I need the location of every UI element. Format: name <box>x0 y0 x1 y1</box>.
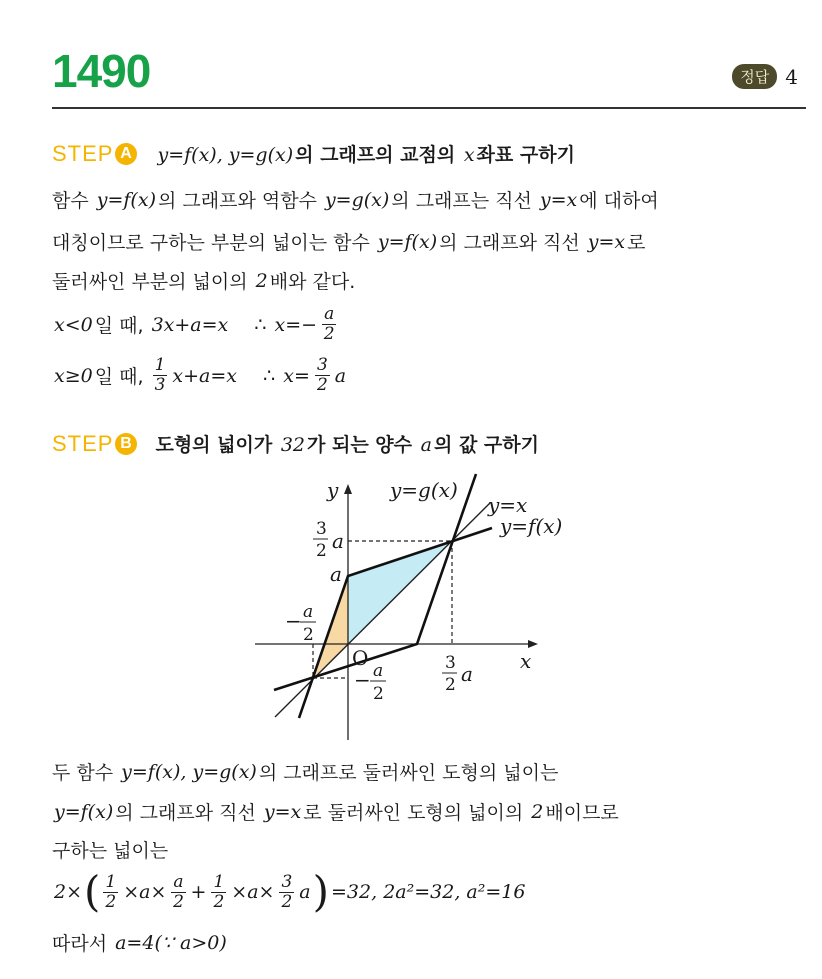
math-text: y=f(x) <box>377 230 438 253</box>
x-label-three-half-a <box>442 653 473 695</box>
den: 2 <box>373 684 384 704</box>
text: 의 그래프로 둘러싸인 도형의 넓이는 <box>258 762 559 784</box>
num: 3 <box>316 519 327 539</box>
text: 의 그래프와 직선 <box>115 802 262 824</box>
math-text: ×a× <box>231 881 275 903</box>
text-line <box>52 929 229 956</box>
math-text: y=x <box>587 230 626 253</box>
math-text: 3x+a=x <box>151 313 229 336</box>
y-label-neg-half-a <box>354 661 386 704</box>
numerator: 3 <box>281 871 293 892</box>
text: 가 되는 양수 <box>307 434 419 456</box>
math-text: a <box>420 434 432 456</box>
denominator: 2 <box>323 324 335 344</box>
math-text: y=f(x) <box>96 188 156 211</box>
fraction <box>171 873 185 912</box>
step-letter-icon: A <box>115 143 137 165</box>
math-text: 32 <box>280 434 306 456</box>
den: 2 <box>303 625 314 645</box>
text: 구하는 넓이는 <box>52 840 169 862</box>
fraction <box>279 873 294 912</box>
step-text: STEP <box>52 430 114 456</box>
text: 일 때, <box>94 315 150 337</box>
text: 의 그래프는 직선 <box>391 190 538 212</box>
text: 따라서 <box>52 933 114 955</box>
identity-label: y=x <box>488 493 528 517</box>
x-arrow-icon <box>528 640 538 648</box>
math-text: =32, 2a²=32, a²=16 <box>331 881 526 903</box>
math-text: x <box>463 144 475 166</box>
math-text: 2 <box>255 269 268 292</box>
text: ∴ <box>230 313 273 336</box>
parenthesis: ) <box>312 867 330 916</box>
fraction <box>211 873 226 912</box>
math-text: a <box>334 364 347 387</box>
text: 의 그래프의 교점의 <box>295 144 462 166</box>
origin-label: O <box>352 646 369 670</box>
denominator: 2 <box>281 891 293 912</box>
text: 두 함수 <box>52 762 120 784</box>
answer-badge: 정답 <box>732 64 777 89</box>
num: a <box>373 661 384 681</box>
numerator: 1 <box>154 355 166 375</box>
text: 의 그래프와 역함수 <box>157 190 323 212</box>
math-text: x+a=x <box>172 364 237 387</box>
math-text: x=− <box>274 313 318 336</box>
f-label: y=f(x) <box>500 514 563 538</box>
denominator: 2 <box>173 891 184 912</box>
math-text: ×a× <box>123 881 167 903</box>
answer-value: 4 <box>785 64 798 89</box>
a-label: a <box>330 562 342 586</box>
math-text: 2× <box>54 881 83 903</box>
sign: − <box>285 609 302 633</box>
fraction <box>103 873 118 912</box>
x-label-neg-half-a <box>285 602 316 645</box>
var: a <box>461 662 473 686</box>
numerator: 1 <box>105 871 117 892</box>
text: 의 값 구하기 <box>433 434 539 456</box>
numerator: 1 <box>213 871 225 892</box>
text-line <box>52 836 168 863</box>
math-text: y=g(x) <box>324 188 390 211</box>
sign: − <box>354 668 371 692</box>
step-text: STEP <box>52 140 114 166</box>
math-text: y=f(x), y=g(x) <box>121 760 257 783</box>
y-arrow-icon <box>344 484 352 494</box>
g-label: y=g(x) <box>390 478 458 502</box>
x-axis-label: x <box>520 649 532 673</box>
text: 의 그래프와 직선 <box>439 232 586 254</box>
equation-line <box>52 867 527 916</box>
text: 배이므로 <box>545 802 619 824</box>
math-text: a <box>299 881 311 903</box>
graph-f <box>299 528 492 718</box>
text: 대칭이므로 구하는 부분의 넓이는 함수 <box>52 232 376 254</box>
text: 도형의 넓이가 <box>155 434 279 456</box>
den: 2 <box>316 541 327 561</box>
math-text: 2 <box>531 800 544 823</box>
parenthesis: ( <box>84 867 101 916</box>
math-text: a=4(∵ a>0) <box>115 931 227 954</box>
text: ∴ <box>239 364 282 387</box>
y-label-three-half-a <box>313 519 344 561</box>
math-text: y=x <box>263 800 302 823</box>
denominator: 3 <box>154 375 166 395</box>
text-line <box>52 798 619 825</box>
numerator: a <box>173 871 184 892</box>
num: a <box>303 602 314 622</box>
text: 일 때, <box>94 366 150 388</box>
den: 2 <box>445 675 456 695</box>
math-text: + <box>190 881 207 903</box>
numerator: a <box>324 304 335 324</box>
math-text: x≥0 <box>54 364 93 387</box>
text: 배와 같다. <box>269 271 356 293</box>
text-line <box>52 758 558 785</box>
denominator: 2 <box>213 891 225 912</box>
numerator: 3 <box>316 355 328 375</box>
text: 함수 <box>52 190 95 212</box>
math-text: y=x <box>539 188 578 211</box>
math-text: y=f(x), y=g(x) <box>157 144 294 166</box>
math-text: y=f(x) <box>54 800 114 823</box>
math-text: x<0 <box>54 313 93 336</box>
text: 로 둘러싸인 도형의 넓이의 <box>303 802 530 824</box>
y-axis-label: y <box>327 478 339 502</box>
denominator: 2 <box>105 891 117 912</box>
math-text: x= <box>283 364 310 387</box>
text: 로 <box>627 232 646 254</box>
problem-number: 1490 <box>52 45 151 97</box>
text: 좌표 구하기 <box>476 144 575 166</box>
denominator: 2 <box>316 375 328 395</box>
text: 둘러싸인 부분의 넓이의 <box>52 271 254 293</box>
step-letter-icon: B <box>115 433 137 455</box>
text: 에 대하여 <box>579 190 659 212</box>
var: a <box>332 529 344 553</box>
num: 3 <box>445 653 456 673</box>
